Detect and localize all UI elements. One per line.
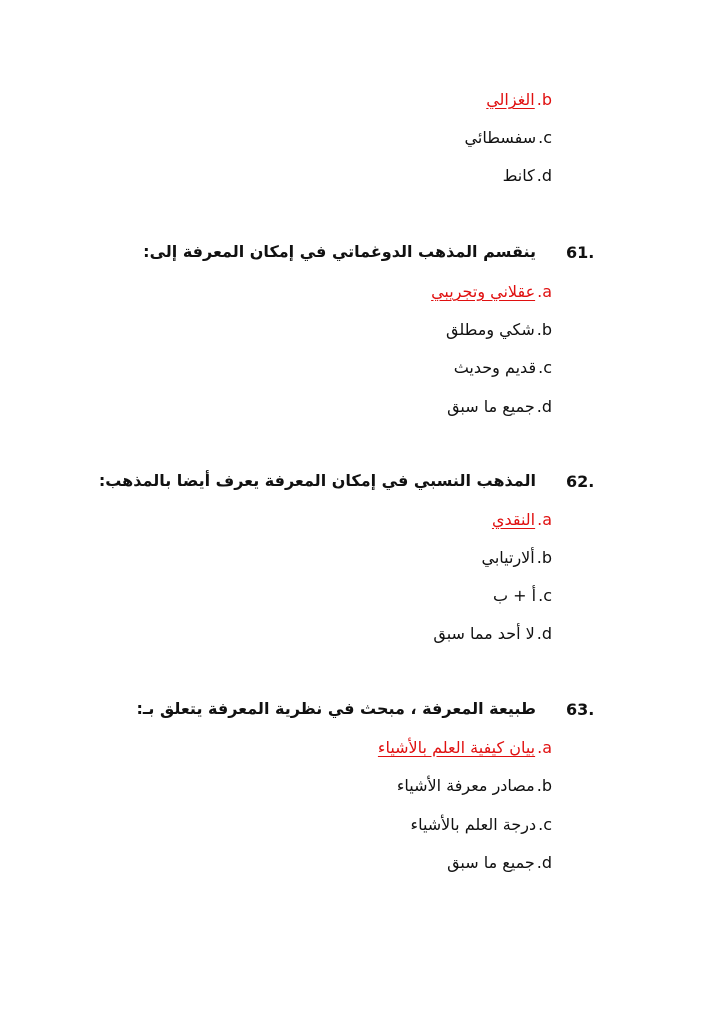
option-text: جميع ما سبق	[447, 853, 535, 872]
option-text: درجة العلم بالأشياء	[410, 815, 537, 834]
question-text-62: المذهب النسبي في إمكان المعرفة يعرف أيضا بالمذهب:	[98, 471, 536, 490]
option-letter: .c	[538, 358, 552, 377]
option-text: شكي ومطلق	[446, 320, 535, 339]
option-letter: .c	[538, 815, 552, 834]
option-text: كانط	[502, 166, 535, 185]
option-letter: .d	[536, 397, 552, 416]
q61-option-d	[447, 397, 552, 417]
question-text-63: طبيعة المعرفة ، مبحث في نظرية المعرفة يتعلق بـ:	[136, 699, 536, 718]
option-text: ألارتيابي	[481, 548, 535, 567]
option-letter: .b	[536, 90, 552, 109]
question-number-63: 63.	[566, 700, 595, 719]
q62-option-a	[492, 510, 552, 530]
q62-option-c	[493, 586, 552, 606]
q61-option-c	[454, 358, 552, 378]
q63-option-a	[378, 738, 552, 758]
question-number-61: 61.	[566, 243, 595, 262]
option-text: النقدي	[491, 510, 536, 529]
option-text: بيان كيفية العلم بالأشياء	[377, 738, 536, 757]
option-text: أ + ب	[493, 586, 537, 605]
option-text: مصادر معرفة الأشياء	[396, 776, 535, 795]
q62-option-b	[482, 548, 553, 568]
question-text-61: ينقسم المذهب الدوغماتي في إمكان المعرفة إلى:	[143, 242, 536, 261]
option-letter: .a	[537, 282, 552, 301]
option-letter: .c	[538, 586, 552, 605]
option-text: قديم وحديث	[453, 358, 537, 377]
option-text: لا أحد مما سبق	[433, 624, 535, 643]
option-letter: .c	[538, 128, 552, 147]
option-letter: .a	[537, 510, 552, 529]
option-letter: .d	[536, 166, 552, 185]
option-letter: .b	[536, 320, 552, 339]
option-letter: .d	[536, 624, 552, 643]
q61-option-a	[431, 282, 552, 302]
prev-option-d	[503, 166, 552, 186]
q63-option-d	[447, 853, 552, 873]
q61-option-b	[446, 320, 552, 340]
option-letter: .b	[536, 548, 552, 567]
prev-option-c	[465, 128, 552, 148]
option-letter: .b	[536, 776, 552, 795]
question-number-62: 62.	[566, 472, 595, 491]
q62-option-d	[433, 624, 552, 644]
q63-option-b	[397, 776, 552, 796]
option-text: سفسطائي	[464, 128, 537, 147]
prev-option-b	[486, 90, 552, 110]
option-letter: .d	[536, 853, 552, 872]
option-text: الغزالي	[486, 90, 535, 109]
option-text: جميع ما سبق	[447, 397, 535, 416]
option-text: عقلاني وتجريبي	[431, 282, 536, 301]
q63-option-c	[411, 815, 552, 835]
option-letter: .a	[537, 738, 552, 757]
